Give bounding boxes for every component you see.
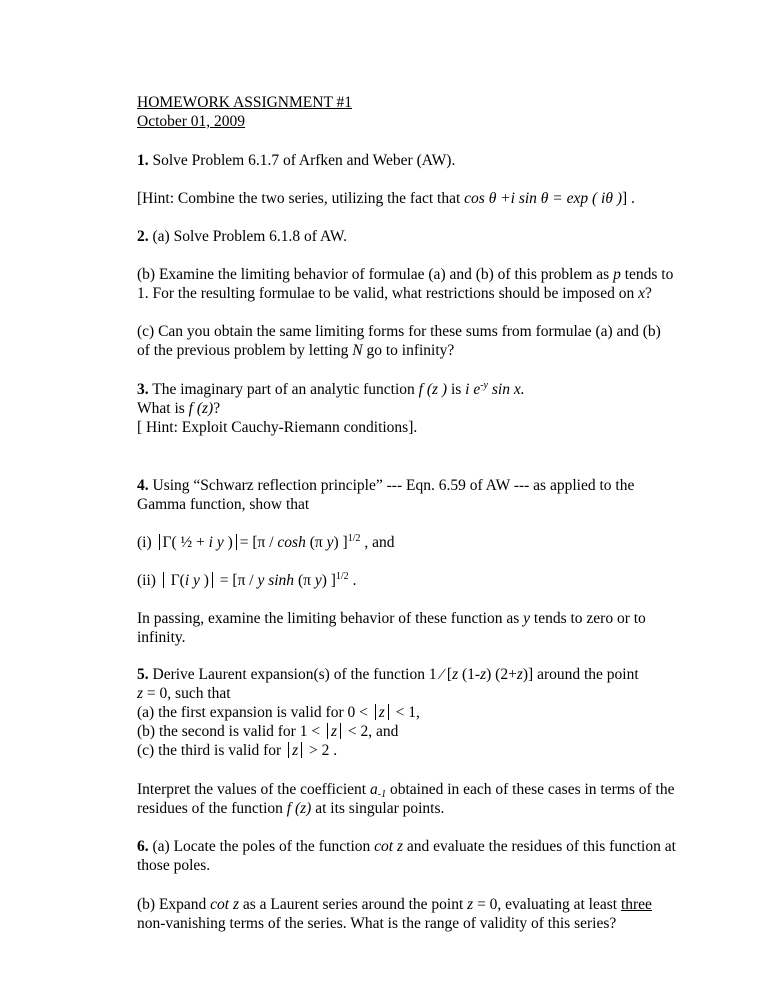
case-c-end: > 2 .: [305, 742, 338, 759]
hint-close: ] .: [622, 190, 635, 207]
problem-2-b: [137, 265, 677, 303]
var-z: z: [467, 896, 474, 913]
abs-bar: [236, 534, 237, 550]
cosh: cosh: [277, 534, 306, 551]
qmark: ?: [644, 285, 652, 302]
pi-arg: (π: [294, 572, 315, 589]
problem-2-b-text: (b) Examine the limiting behavior of formulae (a) and (b) of this problem as: [137, 266, 614, 283]
problem-3-text: The imaginary part of an analytic function: [148, 381, 419, 398]
iy: i y: [184, 572, 200, 589]
problem-2-c-text-2: go to infinity?: [362, 342, 455, 359]
problem-6-b-text-2: as a Laurent series around the point: [239, 896, 468, 913]
case-a-end: < 1,: [391, 704, 420, 721]
formula-ii: [137, 571, 677, 590]
var-z: z: [480, 666, 487, 683]
coeff-sub: -1: [377, 789, 387, 800]
var-z: z: [452, 666, 459, 683]
hint-formula: cos θ +i sin θ = exp ( iθ ): [464, 190, 622, 207]
problem-6-b-text-3: = 0, evaluating at least: [473, 896, 621, 913]
problem-4: [137, 476, 682, 514]
y-sinh: y sinh: [257, 572, 295, 589]
problem-6-number: 6.: [137, 838, 149, 855]
problem-6-a-text: (a) Locate the poles of the function: [148, 838, 375, 855]
question-f-of-z: f (z): [188, 400, 214, 417]
abs-bar: [301, 742, 302, 758]
assignment-title: HOMEWORK ASSIGNMENT #1: [137, 94, 353, 111]
iy: i y: [208, 534, 224, 551]
abs-bar: [212, 572, 213, 588]
gamma: Γ(: [170, 572, 185, 589]
problem-2-c-text: (c) Can you obtain the same limiting forms for these sums from formulae (a) and (b) of the previous problem by letting: [137, 323, 661, 359]
abs-bar: [340, 723, 341, 739]
problem-5-interpret: [137, 780, 677, 818]
passing-text: In passing, examine the limiting behavior of these function as: [137, 610, 524, 627]
var-z: z: [292, 742, 299, 759]
problem-4-passing: [137, 609, 677, 647]
case-b: (b) the second is valid for 1 <: [137, 723, 324, 740]
problem-6-b: [137, 895, 682, 933]
interp-text-3: at its singular points.: [311, 800, 445, 817]
var-z: z: [516, 666, 523, 683]
var-y: y: [326, 534, 334, 551]
interp-text-2: obtained in each of these cases in terms of the residues of the function: [137, 781, 675, 817]
coeff-a: a: [369, 781, 378, 798]
formula-i-label: (i): [137, 534, 152, 551]
var-y: y: [314, 572, 322, 589]
bracket-close: ) ]: [333, 534, 348, 551]
i-e: i e: [465, 381, 481, 398]
problem-3-number: 3.: [137, 381, 149, 398]
fn-part: (1-: [458, 666, 481, 683]
close-paren: ): [223, 534, 233, 551]
problem-2-c: [137, 322, 677, 360]
f-of-z: f (z): [286, 800, 312, 817]
var-z: z: [330, 723, 337, 740]
problem-2-a: [137, 227, 347, 246]
header: [137, 93, 352, 131]
point-text: = 0, such that: [143, 685, 231, 702]
period: .: [348, 572, 357, 589]
three-underlined: three: [620, 896, 652, 913]
problem-2-b-text-2: tends to 1. For the resulting formulae to be valid, what restrictions should be imposed on: [137, 266, 674, 302]
abs-bar: [159, 534, 160, 550]
f-of-z: f (z ): [418, 381, 448, 398]
abs-bar: [327, 723, 328, 739]
cot-z: cot z: [210, 896, 240, 913]
var-p: p: [613, 266, 621, 283]
var-y: y: [523, 610, 531, 627]
sin-x: sin x.: [488, 381, 525, 398]
hint-text: [Hint: Combine the two series, utilizing the fact that: [137, 190, 465, 207]
fn-part: )] around the point: [522, 666, 639, 683]
equals-pi: = [π /: [239, 534, 278, 551]
problem-5-number: 5.: [137, 666, 149, 683]
cot-z: cot z: [374, 838, 403, 855]
problem-1-number: 1.: [137, 152, 149, 169]
fn-part: ) (2+: [486, 666, 517, 683]
problem-5-text: Derive Laurent expansion(s) of the function 1 ∕ [: [148, 666, 453, 683]
abs-bar: [163, 572, 164, 588]
abs-bar: [375, 704, 376, 720]
question-mark: ?: [213, 400, 221, 417]
var-z: z: [378, 704, 385, 721]
var-x: x: [638, 285, 645, 302]
problem-6-b-text: (b) Expand: [137, 896, 211, 913]
problem-6-a-text-2: and evaluate the residues of this function at those poles.: [137, 838, 676, 874]
problem-4-text: Using “Schwarz reflection principle” --- Eqn. 6.59 of AW --- as applied to the Gamma function, show that: [137, 477, 635, 513]
formula-ii-label: (ii): [137, 572, 156, 589]
and-text: , and: [360, 534, 395, 551]
passing-text-2: tends to zero or to infinity.: [137, 610, 646, 646]
problem-6-b-text-4: non-vanishing terms of the series. What is the range of validity of this series?: [137, 915, 617, 932]
problem-3: [137, 380, 677, 437]
exponent: -y: [480, 380, 488, 391]
close-paren: ): [199, 572, 209, 589]
problem-4-number: 4.: [137, 477, 149, 494]
abs-bar: [388, 704, 389, 720]
problem-1-text: Solve Problem 6.1.7 of Arfken and Weber (AW).: [152, 152, 456, 169]
abs-bar: [288, 742, 289, 758]
var-z: z: [137, 685, 144, 702]
is-text: is: [447, 381, 466, 398]
problem-5: [137, 665, 697, 760]
var-N: N: [352, 342, 363, 359]
case-a: (a) the first expansion is valid for 0 <: [137, 704, 372, 721]
pi-arg: (π: [305, 534, 327, 551]
bracket-close: ) ]: [321, 572, 336, 589]
problem-2-a-text: (a) Solve Problem 6.1.8 of AW.: [152, 228, 347, 245]
case-b-end: < 2, and: [344, 723, 399, 740]
problem-1-hint: [137, 189, 697, 208]
gamma-half: Γ( ½ +: [162, 534, 209, 551]
problem-6-a: [137, 837, 682, 875]
problem-3-hint: [ Hint: Exploit Cauchy-Riemann conditions].: [137, 419, 418, 436]
question-text: What is: [137, 400, 189, 417]
assignment-date: October 01, 2009: [137, 113, 246, 130]
case-c: (c) the third is valid for: [137, 742, 286, 759]
problem-1: [137, 151, 677, 170]
interp-text: Interpret the values of the coefficient: [137, 781, 370, 798]
half-power: 1/2: [347, 533, 361, 544]
problem-2-number: 2.: [137, 228, 149, 245]
equals-pi: = [π /: [215, 572, 258, 589]
half-power: 1/2: [335, 571, 349, 582]
formula-i: [137, 533, 677, 552]
